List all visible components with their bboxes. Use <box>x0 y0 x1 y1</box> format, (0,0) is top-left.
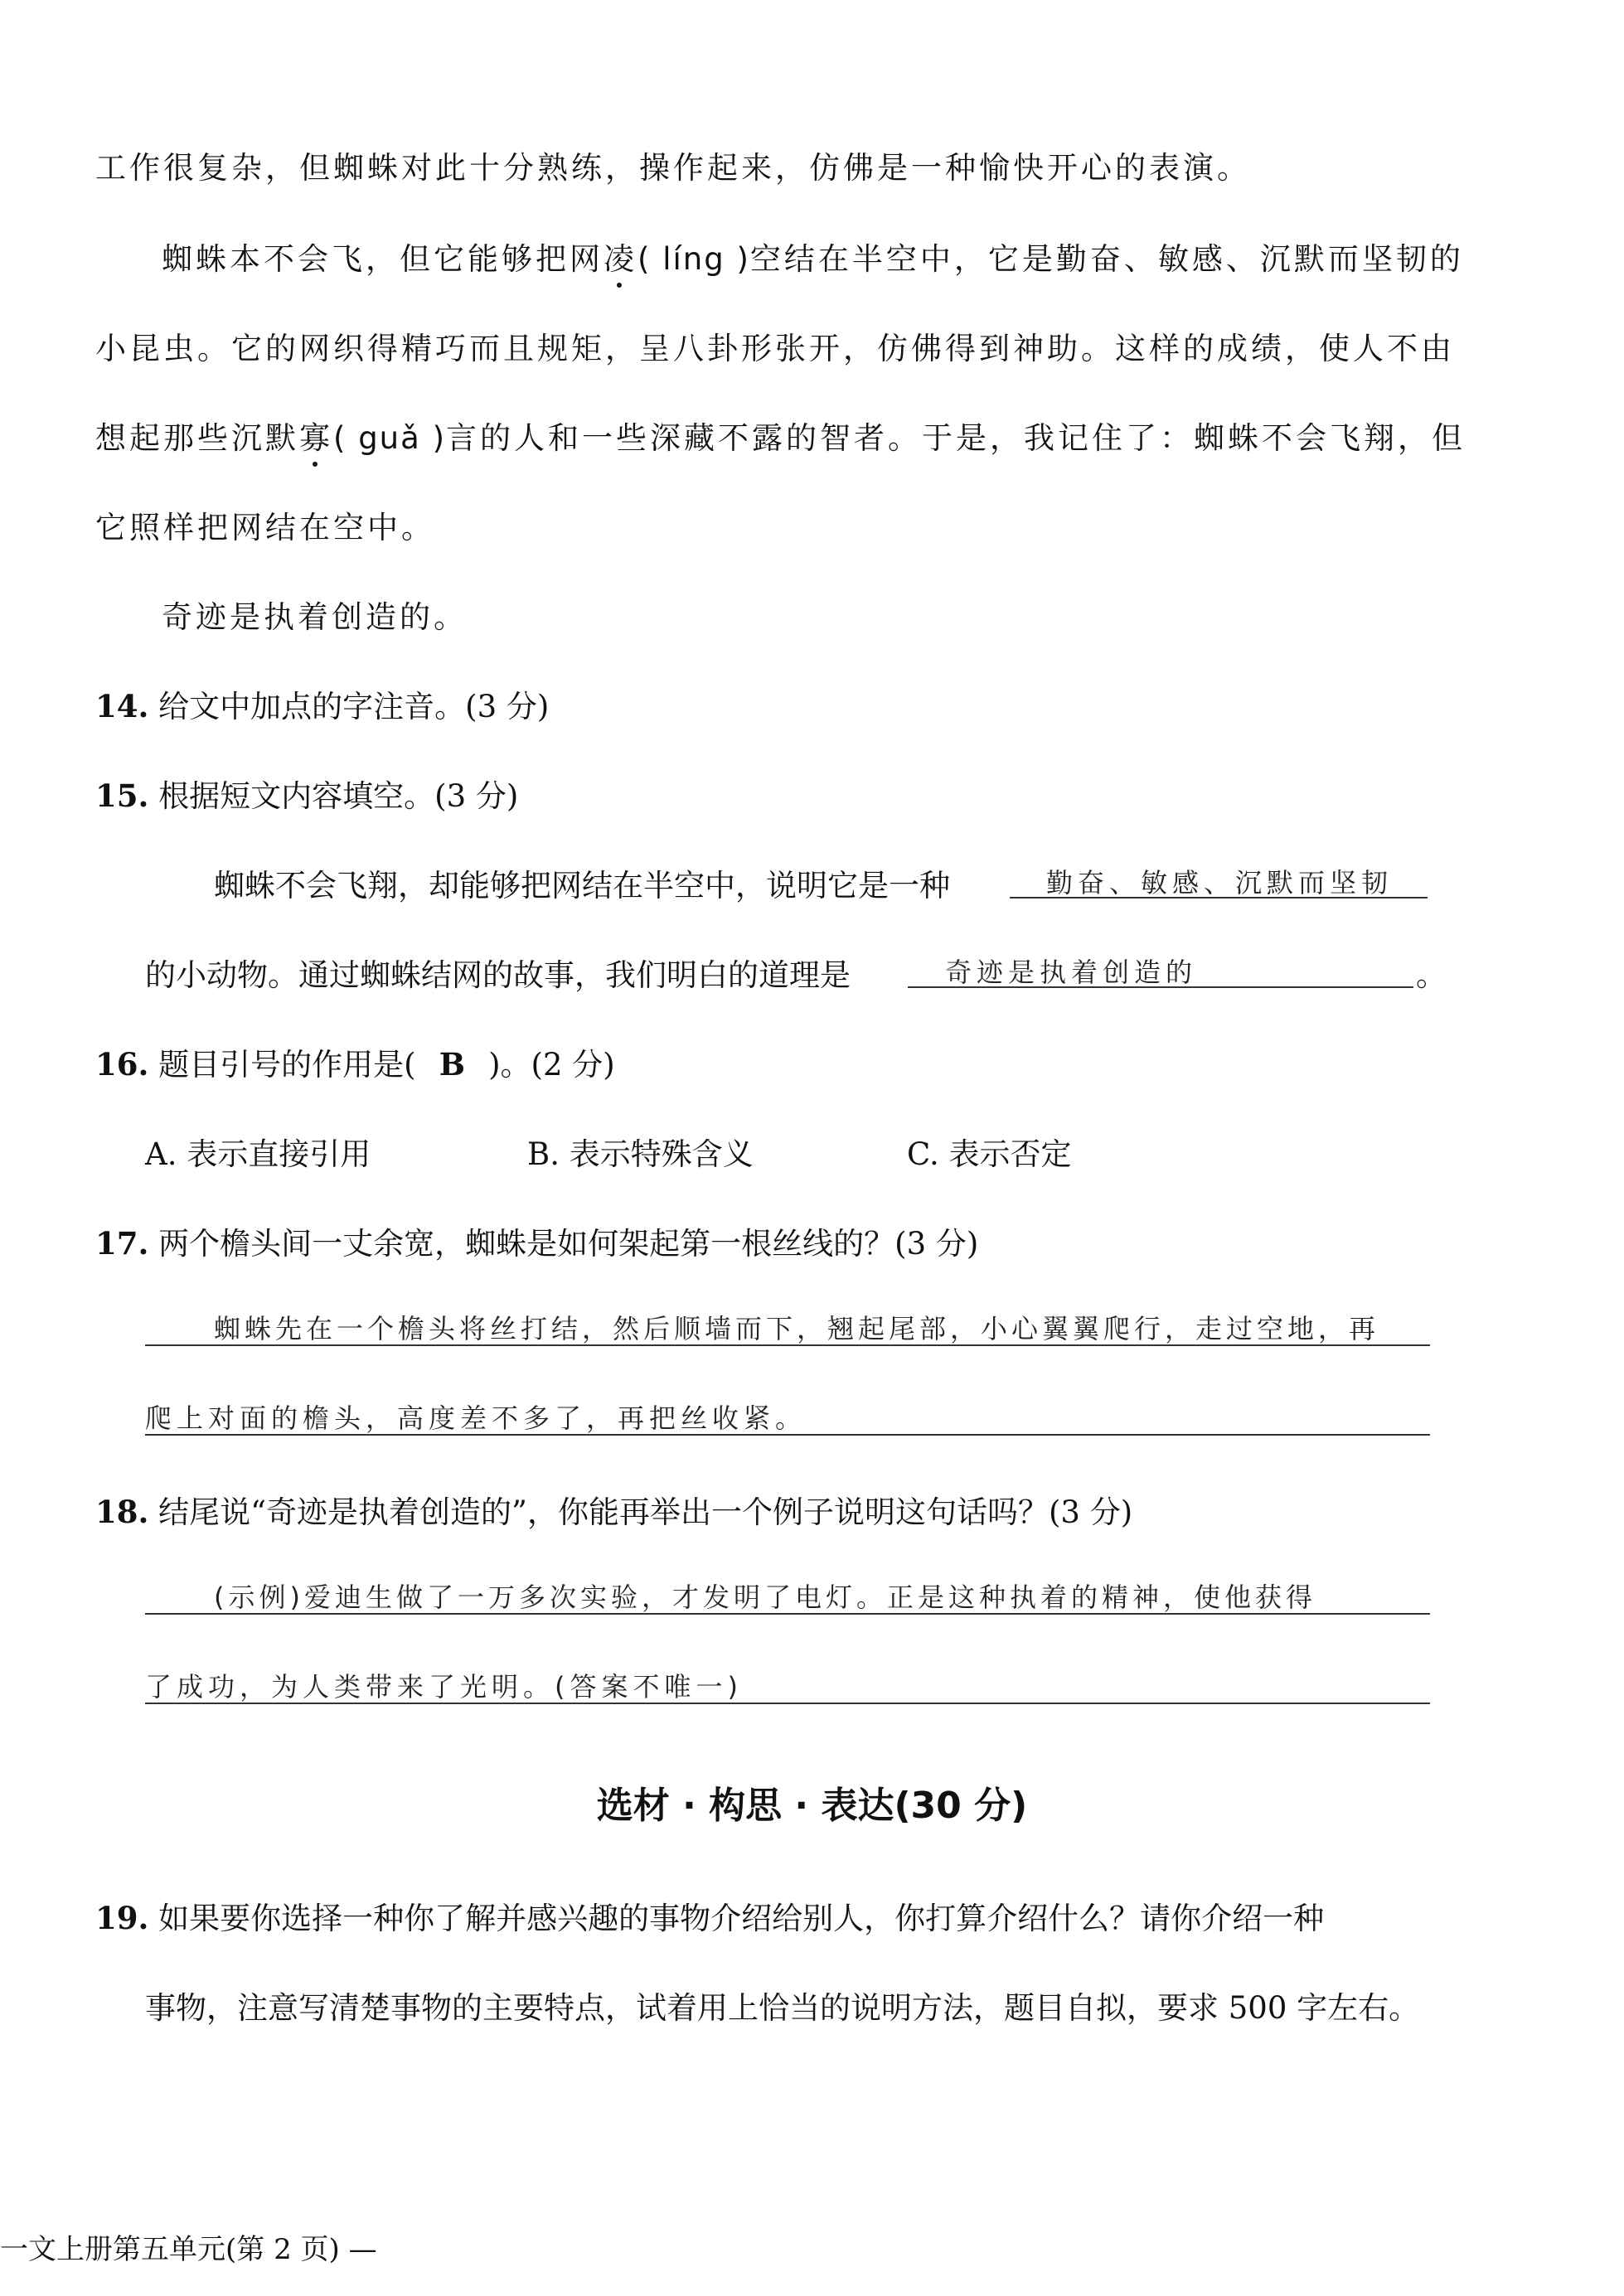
page-footer: 一文上册第五单元(第 2 页) — <box>0 2233 377 2266</box>
dotted-char: 寡 <box>299 420 333 456</box>
question-15 <box>95 771 518 816</box>
option-c: C. 表示否定 <box>907 1136 1072 1172</box>
passage-text: 言的人和一些深藏不露的智者。于是，我记住了：蜘蛛不会飞翔，但 <box>446 420 1466 456</box>
passage-line: 小昆虫。它的网织得精巧而且规矩，呈八卦形张开，仿佛得到神助。这样的成绩，使人不由 <box>95 331 1455 366</box>
question-18 <box>95 1487 1132 1532</box>
pinyin-annotation: ( guǎ ) <box>333 420 447 456</box>
question-text: )。(2 分) <box>488 1047 615 1083</box>
fill-line-text: 蜘蛛不会飞翔，却能够把网结在半空中，说明它是一种 <box>214 868 950 903</box>
question-number: 17. <box>95 1225 149 1262</box>
section-heading: 选材 · 构思 · 表达(30 分) <box>596 1785 1028 1827</box>
passage-line <box>95 413 1466 458</box>
handwritten-answer: 奇迹是执着创造的 <box>945 957 1198 988</box>
handwritten-answer: 了成功，为人类带来了光明。(答案不唯一) <box>145 1671 743 1703</box>
handwritten-answer: 勤奋、敏感、沉默而坚韧 <box>1046 867 1394 899</box>
answer-blank-line <box>1010 897 1428 899</box>
dotted-char: 凌 <box>604 241 637 277</box>
handwritten-answer: B <box>439 1046 465 1083</box>
answer-blank-line <box>908 986 1413 988</box>
answer-line <box>145 1703 1430 1704</box>
passage-line: 它照样把网结在空中。 <box>95 510 435 545</box>
passage-text: 空结在半空中，它是勤奋、敏感、沉默而坚韧的 <box>749 241 1464 277</box>
passage-line: 工作很复杂，但蜘蛛对此十分熟练，操作起来，仿佛是一种愉快开心的表演。 <box>95 150 1251 186</box>
question-19-cont: 事物，注意写清楚事物的主要特点，试着用上恰当的说明方法，题目自拟，要求 500 字左右。 <box>145 1990 1420 2026</box>
option-a: A. 表示直接引用 <box>145 1136 371 1172</box>
question-19 <box>95 1893 1324 1938</box>
passage-text: 蜘蛛本不会飞，但它能够把网 <box>162 241 604 277</box>
fill-line-text: 的小动物。通过蜘蛛结网的故事，我们明白的道理是 <box>145 957 851 993</box>
question-text: 如果要你选择一种你了解并感兴趣的事物介绍给别人，你打算介绍什么？请你介绍一种 <box>158 1901 1325 1936</box>
handwritten-answer: 蜘蛛先在一个檐头将丝打结，然后顺墙而下，翘起尾部，小心翼翼爬行，走过空地，再 <box>214 1313 1380 1344</box>
question-text: 结尾说“奇迹是执着创造的”，你能再举出一个例子说明这句话吗？(3 分) <box>158 1494 1133 1530</box>
answer-line <box>145 1434 1430 1436</box>
passage-text: 想起那些沉默 <box>95 420 299 456</box>
answer-line <box>145 1344 1430 1346</box>
question-17 <box>95 1218 978 1263</box>
handwritten-answer: (示例)爱迪生做了一万多次实验，才发明了电灯。正是这种执着的精神，使他获得 <box>214 1582 1316 1613</box>
emphasis-dot <box>617 283 622 288</box>
handwritten-answer: 爬上对面的檐头，高度差不多了，再把丝收紧。 <box>145 1402 807 1434</box>
passage-line: 奇迹是执着创造的。 <box>162 599 468 635</box>
answer-line <box>145 1613 1430 1615</box>
option-b: B. 表示特殊含义 <box>527 1136 754 1172</box>
question-text: 根据短文内容填空。(3 分) <box>158 778 519 814</box>
question-number: 19. <box>95 1900 149 1936</box>
emphasis-dot <box>313 462 318 467</box>
question-number: 15. <box>95 777 149 814</box>
question-text: 两个檐头间一丈余宽，蜘蛛是如何架起第一根丝线的？(3 分) <box>158 1226 979 1262</box>
fill-line-end: 。 <box>1416 957 1447 993</box>
question-number: 16. <box>95 1046 149 1083</box>
question-number: 18. <box>95 1494 149 1530</box>
pinyin-annotation: ( líng ) <box>637 241 750 277</box>
question-text: 题目引号的作用是( <box>158 1047 416 1083</box>
passage-line <box>162 234 1464 279</box>
question-text: 给文中加点的字注音。(3 分) <box>158 689 550 724</box>
question-16 <box>95 1039 615 1084</box>
question-14 <box>95 681 549 726</box>
question-number: 14. <box>95 688 149 724</box>
